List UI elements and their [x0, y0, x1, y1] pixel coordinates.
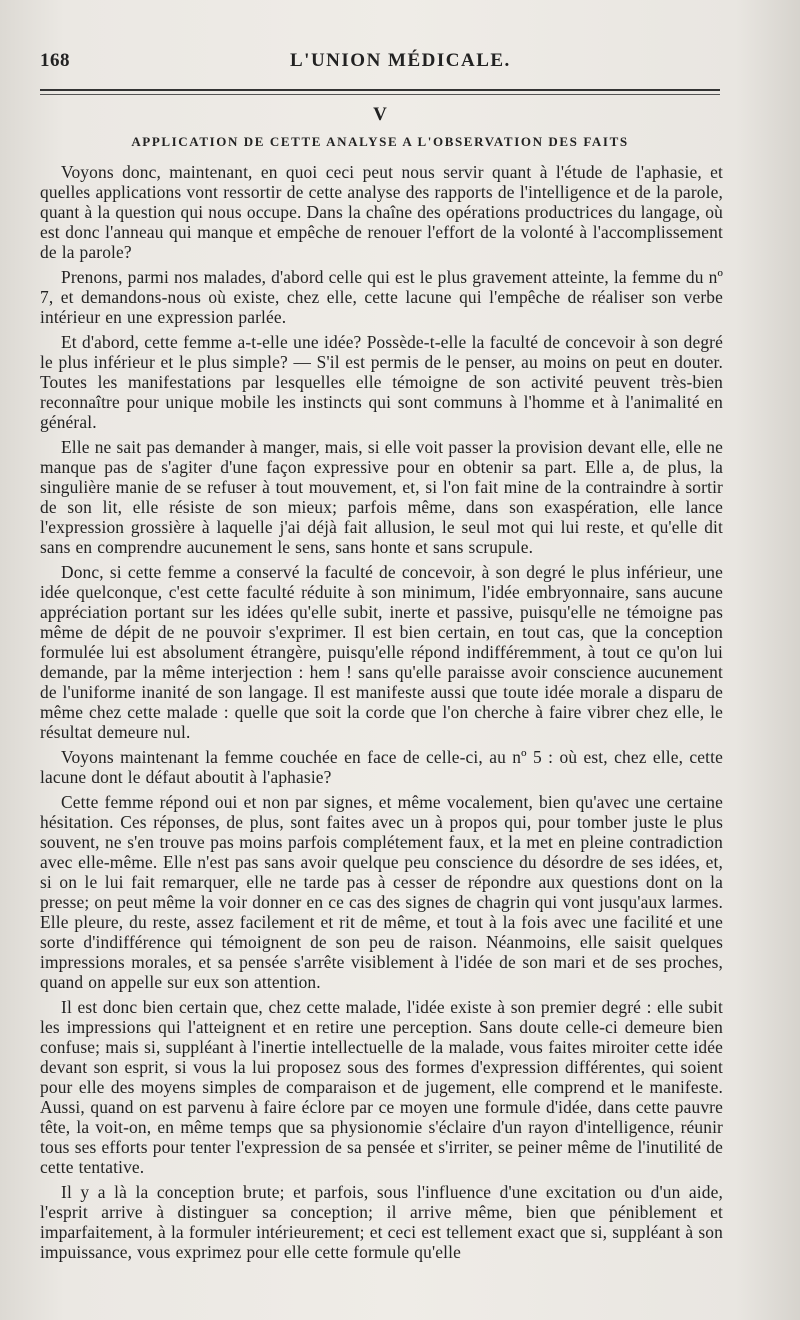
paragraph: Voyons maintenant la femme couchée en face de celle-ci, au nº 5 : où est, chez elle, cette lacune dont le défaut aboutit à l'aphasie? [40, 747, 723, 787]
page-number: 168 [40, 50, 70, 71]
header-rule [40, 89, 720, 91]
paragraph: Donc, si cette femme a conservé la faculté de concevoir, à son degré le plus inférieur, une idée quelconque, c'est cette faculté réduite à son minimum, l'idée embryonnaire, sans aucune appréciation portant sur les idées qu'elle subit, inerte et passive, puisqu'elle ne témoigne pas même de dépit de ne pouvoir s'exprimer. Il est bien certain, en tout cas, que la conception formulée lui est absolument étrangère, puisqu'elle répond indifféremment, à tout ce qu'on lui demande, par la même interjection : hem ! sans qu'elle paraisse avoir conscience aucunement de l'uniforme inanité de son langage. Il est manifeste aussi que toute idée morale a disparu de même chez cette malade : quelle que soit la corde que l'on cherche à faire vibrer chez elle, le résultat demeure nul. [40, 562, 723, 742]
paragraph: Elle ne sait pas demander à manger, mais, si elle voit passer la provision devant elle, elle ne manque pas de s'agiter d'une façon expressive pour en obtenir sa part. Elle a, de plus, la singulière manie de se refuser à tout mouvement, et, si l'on fait mine de la contraindre à sortir de son lit, elle résiste de son mieux; parfois même, dans son exaspération, elle lance l'expression grossière à laquelle j'ai déjà fait allusion, le seul mot qui lui reste, et qu'elle dit sans en comprendre aucunement le sens, sans honte et sans scrupule. [40, 437, 723, 557]
page-header [40, 50, 720, 86]
paragraph: Cette femme répond oui et non par signes, et même vocalement, bien qu'avec une certaine hésitation. Ces réponses, de plus, sont faites avec un à propos qui, pour tomber juste le plus souvent, ne s'en trouve pas moins parfois complétement faux, et la met en pleine contradiction avec elle-même. Elle n'est pas sans avoir quelque peu conscience du désordre de ses idées, et, si on le lui fait remarquer, elle ne tarde pas à cesser de répondre aux questions dont on la presse; on peut même la voir donner en ce cas des signes de chagrin qui vont jusqu'aux larmes. Elle pleure, du reste, assez facilement et rit de même, et tout à la fois avec une facilité et une sorte d'indifférence qui témoignent de son peu de raison. Néanmoins, elle saisit quelques impressions morales, et sa pensée s'arrête visiblement à l'idée de son mari et de ses proches, quand on appelle sur eux son attention. [40, 792, 723, 992]
section-title: APPLICATION DE CETTE ANALYSE A L'OBSERVATION DES FAITS [131, 134, 629, 149]
paragraph: Voyons donc, maintenant, en quoi ceci peut nous servir quant à l'étude de l'aphasie, et quelles applications vont ressortir de cette analyse des rapports de l'intelligence et de la parole, quant à la question qui nous occupe. Dans la chaîne des opérations productrices du langage, où est donc l'anneau qui manque et empêche de renouer l'effort de la volonté à l'accomplissement de la parole? [40, 162, 723, 262]
header-rule-thin [40, 94, 720, 95]
paragraph: Prenons, parmi nos malades, d'abord celle qui est le plus gravement atteinte, la femme du nº 7, et demandons-nous où existe, chez elle, cette lacune qui l'empêche de réaliser son verbe intérieur en une expression parlée. [40, 267, 723, 327]
running-head: L'UNION MÉDICALE. [290, 50, 511, 71]
article-body [40, 162, 723, 1262]
paragraph: Il y a là la conception brute; et parfois, sous l'influence d'une excitation ou d'un aide, l'esprit arrive à distinguer sa conception; il arrive même, bien que péniblement et imparfaitement, à la formuler intérieurement; et ceci est tellement exact que si, suppléant à son impuissance, vous exprimez pour elle cette formule qu'elle [40, 1182, 723, 1262]
paragraph: Et d'abord, cette femme a-t-elle une idée? Possède-t-elle la faculté de concevoir à son degré le plus inférieur et le plus simple? — S'il est permis de le penser, au moins on peut en douter. Toutes les manifestations par lesquelles elle témoigne de son activité peuvent très-bien reconnaître pour unique mobile les instincts qui sont communs à l'homme et à l'animalité en général. [40, 332, 723, 432]
section-number: V [373, 104, 387, 125]
paragraph: Il est donc bien certain que, chez cette malade, l'idée existe à son premier degré : elle subit les impressions qui l'atteignent et en retire une perception. Sans doute celle-ci demeure bien confuse; mais si, suppléant à l'inertie intellectuelle de la malade, vous faites miroiter cette idée devant son esprit, si vous la lui proposez sous des formes d'expression différentes, qui soient pour elle des moyens simples de comparaison et de jugement, elle comprend et le manifeste. Aussi, quand on est parvenu à faire éclore par ce moyen une formule d'idée, dans cette pauvre tête, la voit-on, en même temps que sa physionomie s'éclaire d'un rayon d'intelligence, réunir tous ses efforts pour tenter l'expression de sa pensée et s'irriter, se peiner même de l'inutilité de cette tentative. [40, 997, 723, 1177]
